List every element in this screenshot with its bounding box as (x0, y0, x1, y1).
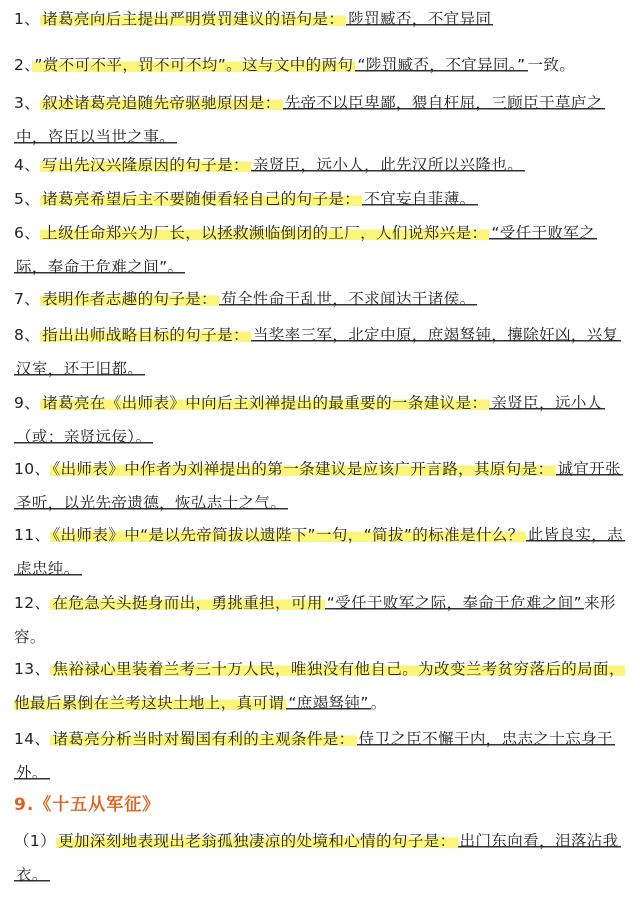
list-item (14, 386, 626, 454)
item-answer: 当奖率三军，北定中原，庶竭驽钝，攘除奸凶，兴复汉室，还于旧都。 (16, 326, 619, 378)
item-number: 13、 (14, 660, 51, 678)
item-question: 诸葛亮在《出师表》中向后主刘禅提出的最重要的一条建议是： (42, 394, 488, 412)
item-answer: 亲贤臣，远小人（或：亲贤远佞）。 (16, 394, 603, 446)
item-number: 4、 (14, 156, 41, 174)
item-question: 焦裕禄心里装着兰考三十万人民，唯独没有他自己。为改变兰考贫穷落后的局面，他最后累倒在兰考这块土地上，真可谓 (14, 660, 625, 712)
list-item (14, 216, 626, 284)
list-item (14, 282, 626, 316)
item-number: 11、 (14, 526, 51, 544)
item-question: ”赏不可不平，罚不可不均”。这与文中的两句 (34, 56, 354, 74)
list-item (14, 452, 626, 520)
item-number: 10、 (14, 460, 51, 478)
item-question: 诸葛亮分析当时对蜀国有利的主观条件是： (52, 730, 355, 748)
item-question: 在危急关头挺身而出，勇挑重担，可用 (52, 594, 323, 612)
item-number: 12、 (14, 594, 51, 612)
item-number: 8、 (14, 326, 41, 344)
item-number: 3、 (14, 94, 41, 112)
item-number: （1） (14, 832, 57, 850)
item-answer: “陟罚臧否，不宜异同。” (357, 56, 526, 74)
list-item (14, 2, 626, 36)
list-item (14, 652, 626, 720)
item-question: 更加深刻地表现出老翁孤独凄凉的处境和心情的句子是： (58, 832, 456, 850)
item-number: 14、 (14, 730, 51, 748)
item-number: 5、 (14, 190, 41, 208)
item-question: 《出师表》中作者为刘禅提出的第一条建议是应该广开言路，其原句是： (52, 460, 554, 478)
item-question: 诸葛亮希望后主不要随便看轻自己的句子是： (42, 190, 361, 208)
item-answer: 诚宜开张圣听，以光先帝遗德，恢弘志士之气。 (16, 460, 622, 512)
list-item (14, 182, 626, 216)
item-tail: 。 (370, 694, 387, 712)
item-question: 表明作者志趣的句子是： (42, 290, 218, 308)
list-item (14, 318, 626, 386)
item-number: 2、 (14, 56, 33, 74)
list-item (14, 518, 626, 586)
list-item (14, 148, 626, 182)
list-item (14, 86, 626, 154)
item-answer: 亲贤臣，远小人，此先汉所以兴隆也。 (252, 156, 524, 174)
item-answer: 此皆良实，志虑忠纯。 (16, 526, 624, 578)
list-item (14, 722, 626, 790)
item-answer: 不宜妄自菲薄。 (364, 190, 476, 208)
list-item (14, 824, 626, 892)
item-question: 写出先汉兴隆原因的句子是： (42, 156, 249, 174)
list-item (14, 48, 626, 82)
item-tail: 一致。 (527, 56, 576, 74)
item-answer: 陟罚臧否，不宜异同 (348, 10, 492, 28)
list-item (14, 586, 626, 654)
item-number: 9、 (14, 394, 41, 412)
item-question: 《出师表》中“是以先帝简拔以遗陛下”一句，“简拔”的标准是什么？ (52, 526, 524, 544)
item-answer: 出门东向看，泪落沾我衣。 (16, 832, 619, 884)
item-answer: 先帝不以臣卑鄙，猥自枉屈，三顾臣于草庐之中，咨臣以当世之事。 (16, 94, 603, 146)
item-question: 叙述诸葛亮追随先帝驱驰原因是： (42, 94, 281, 112)
item-number: 1、 (14, 10, 41, 28)
item-number: 7、 (14, 290, 41, 308)
item-question: 指出出师战略目标的句子是： (42, 326, 249, 344)
item-answer: “受任于败军之际，奉命于危难之间”。 (16, 224, 596, 276)
item-answer: 苟全性命于乱世，不求闻达于诸侯。 (221, 290, 476, 308)
item-answer: “庶竭驽钝” (288, 694, 369, 712)
item-question: 诸葛亮向后主提出严明赏罚建议的语句是： (42, 10, 345, 28)
item-tail: 来形容。 (14, 594, 616, 646)
item-answer: 侍卫之臣不懈于内，忠志之士忘身于外。 (16, 730, 613, 782)
section-title: 9.《十五从军征》 (14, 795, 161, 815)
item-number: 6、 (14, 224, 41, 242)
item-question: 上级任命郑兴为厂长，以拯救濒临倒闭的工厂，人们说郑兴是： (42, 224, 488, 242)
item-answer: “受任于败军之际，奉命于危难之间” (326, 594, 583, 612)
